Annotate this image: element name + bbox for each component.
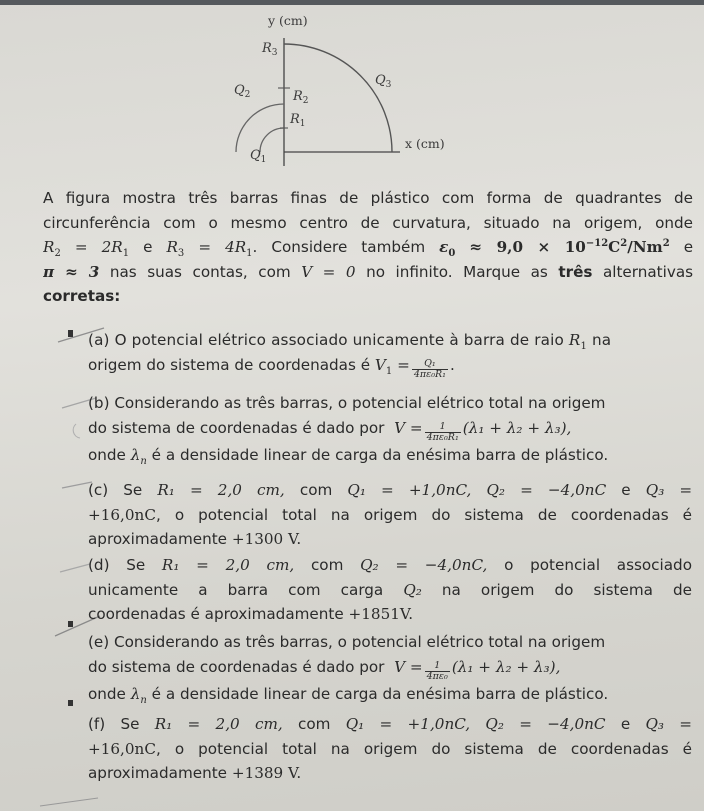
- option-f[interactable]: [88, 712, 692, 786]
- y-axis-label: y (cm): [268, 13, 308, 28]
- figure-svg: [200, 8, 500, 178]
- intro-line-3: $R_2 = 2R_1$ e $R_3 = 4R_1$. Considere também $\varepsilon_0 \approx 9,0 \times 10^{-12}C^2/Nm^2$ e: [43, 238, 693, 260]
- label-r2: $R_2$: [293, 89, 309, 106]
- option-c[interactable]: [88, 478, 692, 552]
- option-e[interactable]: [88, 630, 692, 706]
- quadrant-figure: [200, 8, 500, 178]
- option-c-line-3: aproximadamente +1300 V.: [88, 530, 302, 549]
- option-a-line-1: (a) O potencial elétrico associado unicamente à barra de raio $R_1$ na: [88, 331, 612, 353]
- option-c-line-2: +16,0nC, o potencial total na origem do sistema de coordenadas é: [88, 505, 692, 524]
- label-q1: $Q_1$: [250, 148, 267, 165]
- check-mark-f: [68, 700, 73, 706]
- intro-line-1: A figura mostra três barras finas de plástico com forma de quadrantes de: [43, 189, 693, 207]
- problem-statement: [43, 186, 693, 309]
- top-edge: [0, 0, 704, 5]
- intro-line-5: corretas:: [43, 287, 121, 306]
- fraction-e: $\frac{1}{\text{4πε₀}}$: [426, 659, 448, 682]
- fraction-a: $\frac{\text{Q₁}}{\text{4πε₀R₁}}$: [413, 357, 446, 380]
- option-c-line-1: (c) Se R₁ = 2,0 cm, com Q₁ = +1,0nC, Q₂ = −4,0nC e Q₃ =: [88, 481, 692, 499]
- intro-line-2: circunferência com o mesmo centro de curvatura, situado na origem, onde: [43, 213, 693, 232]
- option-d-line-3: coordenadas é aproximadamente +1851V.: [88, 605, 414, 624]
- pencil-stroke-d: [60, 564, 90, 572]
- pencil-stroke-b2: [73, 424, 80, 438]
- option-f-line-2: +16,0nC, o potencial total na origem do sistema de coordenadas é: [88, 739, 692, 758]
- option-a-line-2: origem do sistema de coordenadas é $V_1$ = $\frac{\text{Q₁}}{\text{4πε₀R₁}}$ .: [88, 355, 455, 380]
- fraction-b: $\frac{1}{\text{4πε₀R₁}}$: [426, 420, 459, 443]
- option-e-line-1: (e) Considerando as três barras, o potencial elétrico total na origem: [88, 633, 606, 651]
- option-b-line-1: (b) Considerando as três barras, o potencial elétrico total na origem: [88, 394, 606, 412]
- check-mark-e: [68, 621, 73, 627]
- option-d-line-1: (d) Se R₁ = 2,0 cm, com Q₂ = −4,0nC, o potencial associado: [88, 556, 692, 574]
- intro-line-4: π ≈ 3 nas suas contas, com V = 0 no infinito. Marque as três alternativas: [43, 262, 693, 281]
- option-e-line-2: do sistema de coordenadas é dado por V = $\frac{1}{\text{4πε₀}}$ (λ₁ + λ₂ + λ₃),: [88, 657, 561, 682]
- option-b-line-2: do sistema de coordenadas é dado por V = $\frac{1}{\text{4πε₀R₁}}$ (λ₁ + λ₂ + λ₃),: [88, 418, 572, 443]
- option-b[interactable]: [88, 391, 692, 467]
- option-e-line-3: onde $\lambda_n$ é a densidade linear de carga da enésima barra de plástico.: [88, 684, 609, 706]
- x-axis-label: x (cm): [405, 136, 445, 151]
- option-a[interactable]: [88, 328, 692, 380]
- option-b-line-3: onde $\lambda_n$ é a densidade linear de carga da enésima barra de plástico.: [88, 445, 609, 467]
- pencil-stroke-bottom: [40, 798, 98, 806]
- arc-r2: [236, 104, 284, 152]
- option-d[interactable]: [88, 553, 692, 627]
- label-q3: $Q_3$: [375, 73, 392, 90]
- label-r3: $R_3$: [262, 41, 278, 58]
- label-q2: $Q_2$: [234, 83, 251, 100]
- label-r1: $R_1$: [290, 112, 306, 129]
- option-f-line-1: (f) Se R₁ = 2,0 cm, com Q₁ = +1,0nC, Q₂ = −4,0nC e Q₃ =: [88, 715, 692, 733]
- arc-r1: [260, 128, 284, 152]
- option-d-line-2: unicamente a barra com carga Q₂ na origem do sistema de: [88, 580, 692, 599]
- option-f-line-3: aproximadamente +1389 V.: [88, 764, 302, 783]
- check-mark-a: [68, 330, 73, 337]
